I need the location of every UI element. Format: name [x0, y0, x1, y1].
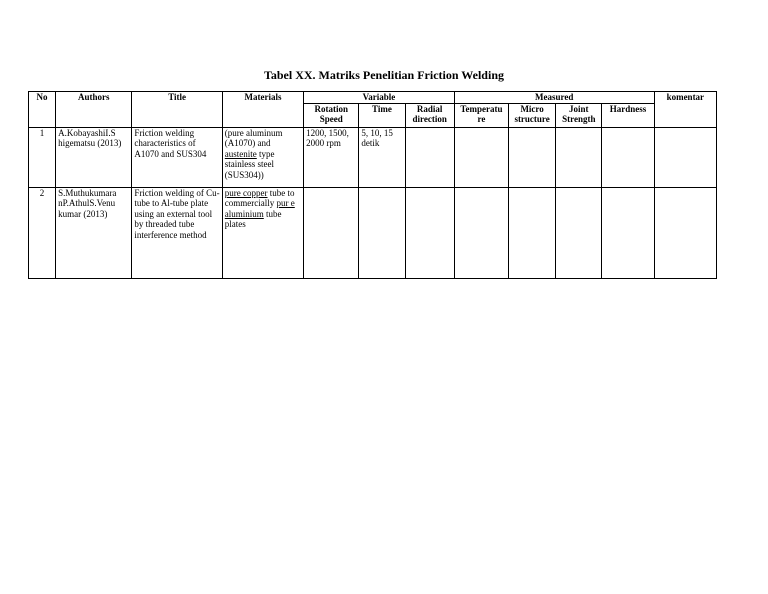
cell-temperature [454, 187, 508, 278]
cell-komentar [654, 127, 716, 187]
subheader-temperature: Temperatu re [454, 103, 508, 127]
cell-time: 5, 10, 15 detik [359, 127, 405, 187]
subheader-radial-direction: Radial direction [405, 103, 454, 127]
cell-authors: A.KobayashiI.S higematsu (2013) [56, 127, 132, 187]
cell-materials [222, 127, 303, 187]
subheader-joint-strength: Joint Strength [556, 103, 602, 127]
cell-radial-direction [405, 187, 454, 278]
materials-text: tube to commercially [224, 187, 295, 208]
cell-micro-structure [509, 187, 556, 278]
header-komentar: komentar [654, 92, 716, 128]
materials-text: tube plates [224, 208, 282, 229]
cell-komentar [654, 187, 716, 278]
cell-joint-strength [556, 187, 602, 278]
materials-text: (pure aluminum (A1070) and [224, 127, 283, 148]
header-title: Title [132, 92, 222, 128]
cell-rotation-speed [304, 187, 359, 278]
cell-no: 1 [29, 127, 56, 187]
materials-underlined-text: austenite [224, 148, 257, 159]
header-no: No [29, 92, 56, 128]
header-variable: Variable [304, 92, 455, 104]
cell-hardness [602, 187, 654, 278]
cell-title: Friction welding of Cu-tube to Al-tube plate using an external tool by threaded tube interference method [132, 187, 222, 278]
cell-radial-direction [405, 127, 454, 187]
subheader-rotation-speed: Rotation Speed [304, 103, 359, 127]
header-measured: Measured [454, 92, 654, 104]
table-row [29, 187, 717, 278]
cell-temperature [454, 127, 508, 187]
cell-rotation-speed: 1200, 1500, 2000 rpm [304, 127, 359, 187]
header-row [29, 92, 717, 104]
subheader-time: Time [359, 103, 405, 127]
cell-no: 2 [29, 187, 56, 278]
table-title: Tabel XX. Matriks Penelitian Friction Welding [263, 68, 504, 82]
cell-time [359, 187, 405, 278]
subheader-micro-structure: Micro structure [509, 103, 556, 127]
materials-underlined-text: pure copper [224, 187, 268, 198]
cell-hardness [602, 127, 654, 187]
cell-title: Friction welding characteristics of A1070 and SUS304 [132, 127, 222, 187]
table-row [29, 127, 717, 187]
cell-micro-structure [509, 127, 556, 187]
materials-text: type stainless steel (SUS304)) [224, 148, 275, 180]
materials-underlined-text: pur e aluminium [224, 198, 295, 219]
header-authors: Authors [56, 92, 132, 128]
research-matrix-table [28, 91, 717, 279]
header-materials: Materials [222, 92, 303, 128]
subheader-hardness: Hardness [602, 103, 654, 127]
cell-joint-strength [556, 127, 602, 187]
cell-materials [222, 187, 303, 278]
cell-authors: S.Muthukumara nP.AthulS.Venu kumar (2013) [56, 187, 132, 278]
